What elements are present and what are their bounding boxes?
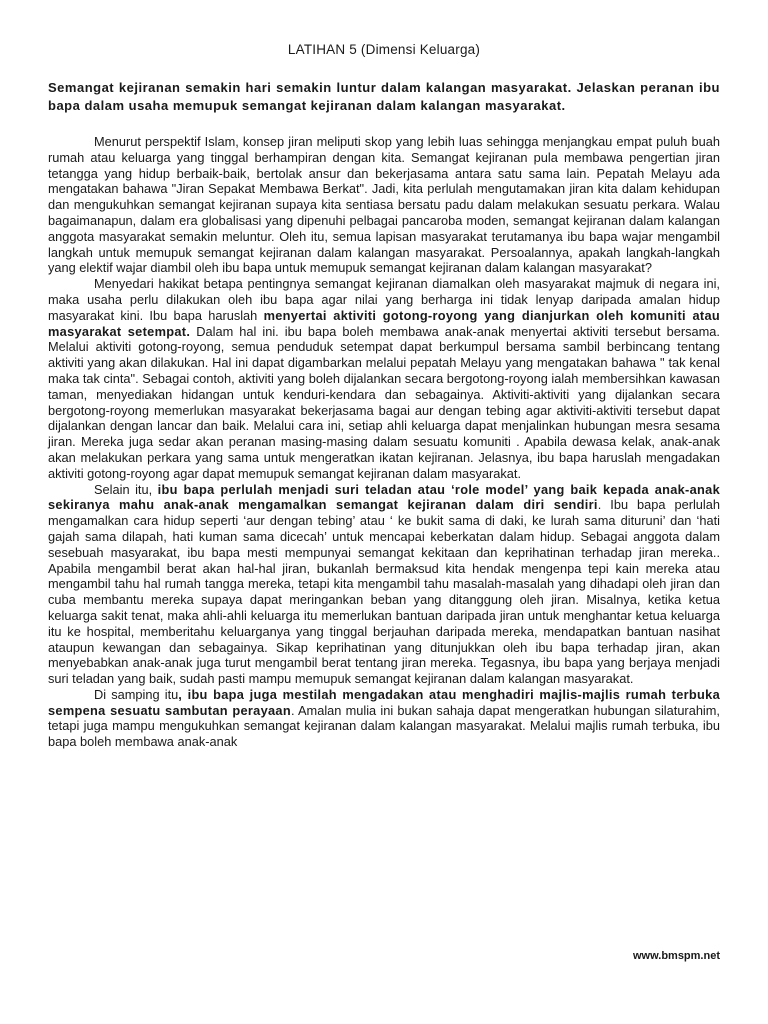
paragraph-text: Menyedari hakikat betapa pentingnya semangat kejiranan diamalkan oleh masyarakat majmuk di negara ini, maka usaha perlu dilakukan oleh ibu bapa agar nilai yang berharga ini tidak lenyap daripada amalan hidup masyarakat kini. Ibu bapa haruslah: [48, 276, 720, 323]
document-title: LATIHAN 5 (Dimensi Keluarga): [287, 42, 481, 57]
paragraph-text: . Amalan mulia ini bukan sahaja dapat mengeratkan hubungan silaturahim, tetapi juga mampu mengukuhkan semangat kejiranan dalam kalangan masyarakat. Melalui majlis rumah terbuka, ibu bapa boleh membawa anak-anak: [48, 702, 720, 750]
main-point-text: menyertai aktiviti gotong-royong yang dianjurkan oleh komuniti atau masyarakat setempat.: [48, 307, 720, 339]
essay-question: Semangat kejiranan semakin hari semakin luntur dalam kalangan masyarakat. Jelaskan peranan ibu bapa dalam usaha memupuk semangat kejiranan dalam kalangan masyarakat.: [48, 80, 720, 113]
paragraph-text: Di samping itu: [94, 686, 179, 702]
paragraph-text: . Ibu bapa perlulah mengamalkan cara hidup seperti ‘aur dengan tebing’ atau ‘ ke bukit sama di daki, ke lurah sama dituruni’ dan ‘hati gajah sama dilapah, hati kuman sama dicecah’ untuk mencapai keberkatan dalam hidup. Sebagai anggota dalam sesebuah masyarakat, ibu bapa mesti mempunyai semangat kekitaan dan keprihatinan terhadap jiran mereka.. Apabila mengambil berat akan hal-hal jiran, bukanlah bermaksud kita hendak mengenpa tepi kain mereka atau mengambil tahu hal rumah tangga mereka, tetapi kita mengambil tahu masalah-masalah yang dihadapi oleh jiran dan cuba membantu mereka supaya dapat meringankan beban yang ditanggung oleh jiran. Misalnya, ketika ketua keluarga sakit tenat, maka ahli-ahli keluarga itu memerlukan bantuan daripada jiran untuk menghantar ketua keluarga itu ke hospital, memberitahu keluarganya yang tinggal berjauhan daripada mereka, mendapatkan bantuan nasihat ataupun kewangan dan sebagainya. Sikap keprihatinan yang ditunjukkan oleh ibu bapa terhadap jiran, akan menyebabkan anak-anak juga turut mengambil berat tentang jiran mereka. Tegasnya, ibu bapa yang berjaya menjadi suri teladan yang baik, sudah pasti mampu memupuk semangat kejiranan dalam kalangan masyarakat.: [48, 497, 720, 687]
paragraph-point-2: [48, 482, 720, 687]
document-page: [48, 42, 720, 750]
paragraph-point-1: [48, 276, 720, 481]
paragraph-text: Selain itu,: [94, 481, 158, 497]
footer-website: www.bmspm.net: [633, 950, 720, 962]
main-point-text: ibu bapa perlulah menjadi suri teladan atau ‘role model’ yang baik kepada anak-anak sekiranya mahu anak-anak mengamalkan semangat kejiranan dalam diri sendiri: [48, 481, 720, 513]
paragraph-introduction: Menurut perspektif Islam, konsep jiran meliputi skop yang lebih luas sehingga menjangkau empat puluh buah rumah atau keluarga yang tinggal berhampiran dengan kita. Semangat kejiranan pula membawa pengertian jiran tetangga yang hidup berbaik-baik, bertolak ansur dan bekerjasama antara satu sama lain. Pepatah Melayu ada mengatakan bahawa "Jiran Sepakat Membawa Berkat". Jadi, kita perlulah mengutamakan jiran kita dalam kehidupan dan mengukuhkan semangat kejiranan supaya kita sentiasa bersatu padu dalam melakukan sesuatu perkara. Walau bagaimanapun, dalam era globalisasi yang dipenuhi pelbagai pancaroba moden, semangat kejiranan dalam kalangan anggota masyarakat semakin meluntur. Oleh itu, semua lapisan masyarakat terutamanya ibu bapa wajar mengambil langkah untuk memupuk semangat kejiranan dalam kalangan masyarakat. Persoalannya, apakah langkah-langkah yang elektif wajar diambil oleh ibu bapa untuk memupuk semangat kejiranan dalam kalangan masyarakat?: [48, 134, 720, 276]
paragraph-text: Dalam hal ini. ibu bapa boleh membawa anak-anak menyertai aktiviti tersebut bersama. Melalui aktiviti gotong-royong, semua penduduk setempat dapat berkumpul bersama sambil berbincang tentang aktiviti yang akan dilakukan. Hal ini dapat digambarkan melalui pepatah Melayu yang mengatakan bahawa " tak kenal maka tak cinta". Sebagai contoh, aktiviti yang boleh dijalankan secara bergotong-royong ialah membersihkan kawasan taman, menyediakan hidangan untuk kenduri-kendara dan sebagainya. Aktiviti-aktiviti yang dijalankan secara bergotong-royong memerlukan masyarakat bekerjasama bagai aur dengan tebing agar aktiviti-aktiviti tersebut dapat dijalankan dengan lancar dan baik. Melalui cara ini, setiap ahli keluarga dapat menjalinkan hubungan mesra sesama jiran. Mereka juga sedar akan peranan masing-masing dalam sesuatu komuniti . Apabila dewasa kelak, anak-anak akan melakukan perkara yang sama untuk mengeratkan ikatan kejiranan. Jelasnya, ibu bapa haruslah mengadakan aktiviti gotong-royong agar dapat memupuk semangat kejiranan dalam masyarakat.: [48, 323, 720, 481]
paragraph-point-3: [48, 687, 720, 750]
main-point-text: , ibu bapa juga mestilah mengadakan atau menghadiri majlis-majlis rumah terbuka sempena sesuatu sambutan perayaan: [48, 686, 720, 718]
